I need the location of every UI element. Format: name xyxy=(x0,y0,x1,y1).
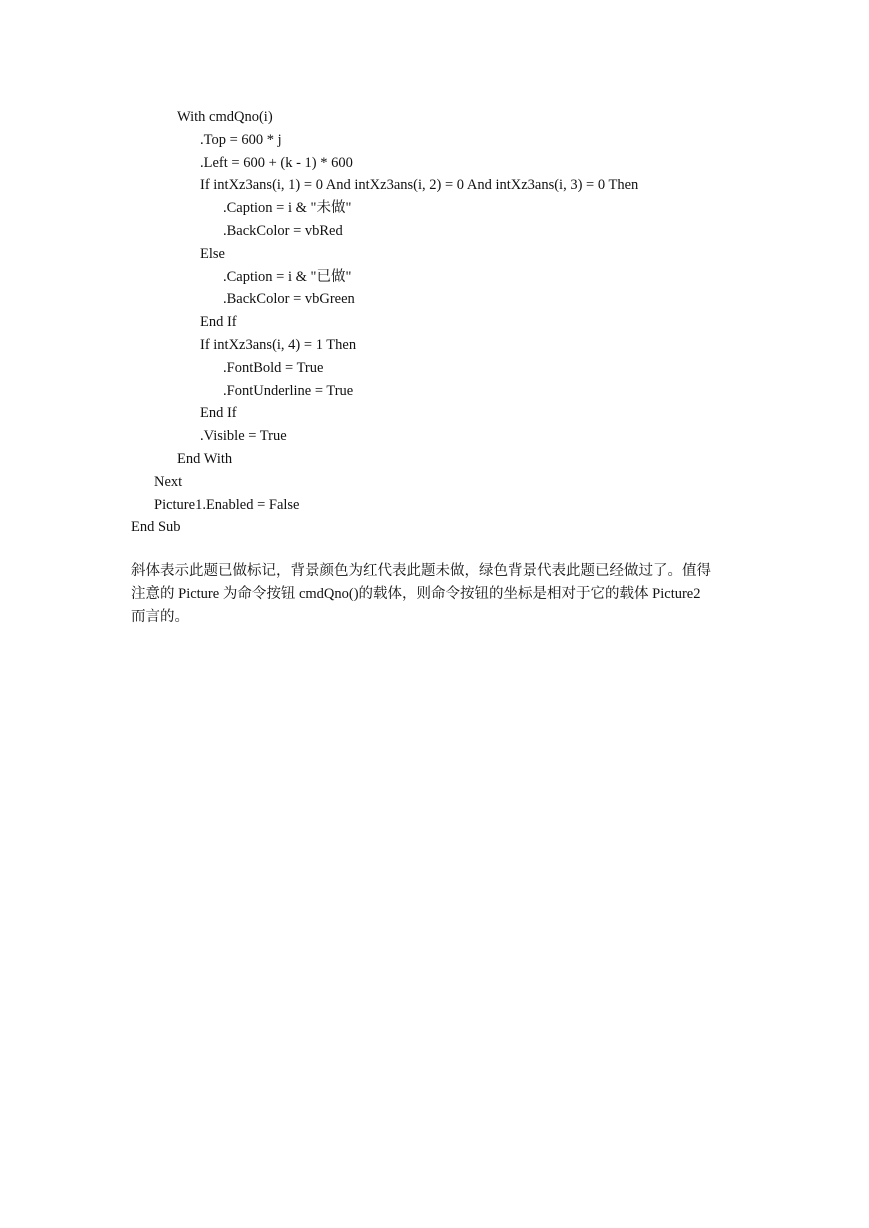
code-line: .BackColor = vbGreen xyxy=(223,291,355,308)
code-line: If intXz3ans(i, 1) = 0 And intXz3ans(i, 2) = 0 And intXz3ans(i, 3) = 0 Then xyxy=(200,177,639,194)
code-line: .Left = 600 + (k - 1) * 600 xyxy=(200,154,353,171)
code-line: Picture1.Enabled = False xyxy=(154,496,300,513)
explanation-paragraph xyxy=(131,560,741,629)
code-line: If intXz3ans(i, 4) = 1 Then xyxy=(200,336,357,353)
code-line: .Caption = i & "已做" xyxy=(223,268,352,285)
code-line: .BackColor = vbRed xyxy=(223,222,343,239)
code-line: .FontUnderline = True xyxy=(223,382,354,399)
code-line: End Sub xyxy=(131,519,181,536)
paragraph-line: 斜体表示此题已做标记，背景颜色为红代表此题未做，绿色背景代表此题已经做过了。值得 xyxy=(131,563,711,579)
code-line: .FontBold = True xyxy=(223,359,324,376)
code-line: .Top = 600 * j xyxy=(200,131,282,148)
code-line: .Caption = i & "未做" xyxy=(223,200,352,217)
code-line: End If xyxy=(200,405,237,422)
code-block xyxy=(131,106,771,539)
paragraph-line: 而言的。 xyxy=(131,609,189,625)
code-line: Next xyxy=(154,473,183,490)
code-line: Else xyxy=(200,245,225,262)
code-line: End If xyxy=(200,314,237,331)
code-line: With cmdQno(i) xyxy=(177,109,273,125)
paragraph-line: 注意的 Picture 为命令按钮 cmdQno()的载体，则命令按钮的坐标是相对于它的载体 Picture2 xyxy=(131,586,701,602)
code-line: End With xyxy=(177,450,233,467)
code-line: .Visible = True xyxy=(200,428,287,445)
